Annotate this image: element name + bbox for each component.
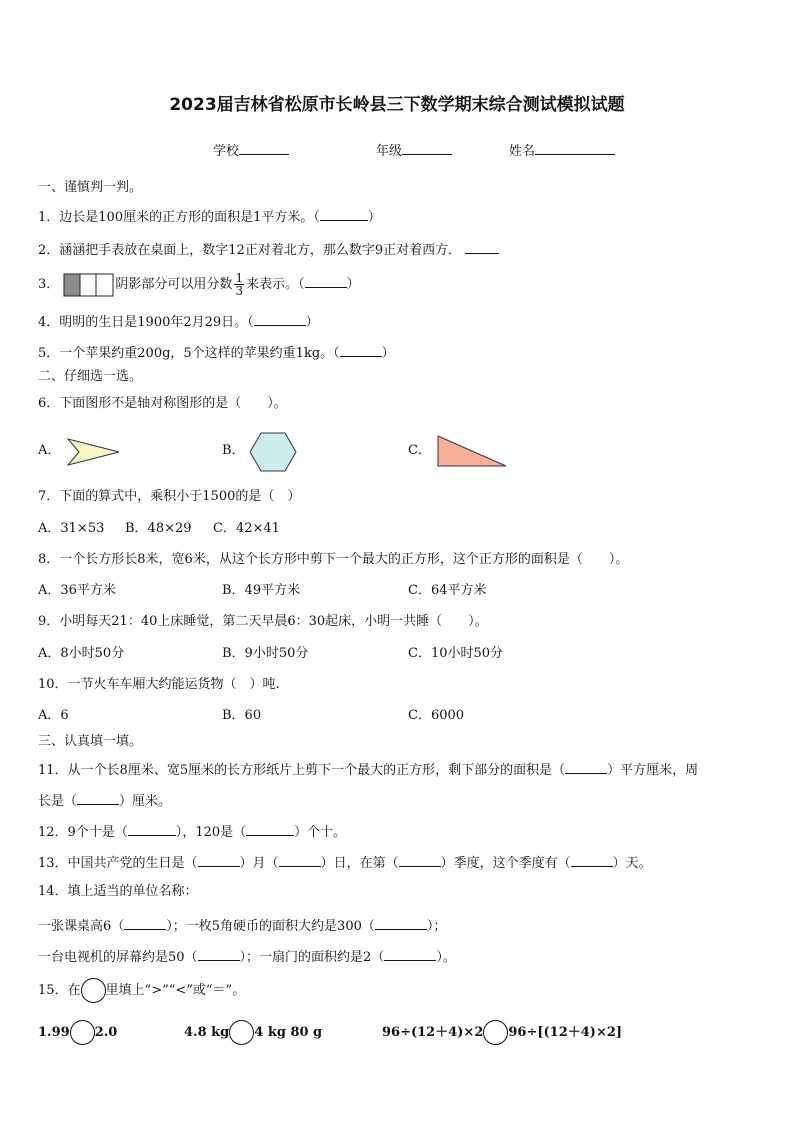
expr-2-left: 4.8 kg bbox=[184, 1025, 230, 1040]
question-4 bbox=[38, 312, 319, 331]
q1-close: ） bbox=[367, 210, 381, 225]
q12-text-2: ），120是（ bbox=[175, 825, 247, 840]
q6-option-b-label[interactable]: B． bbox=[222, 443, 245, 458]
q14-text-1c: ）； bbox=[426, 919, 447, 934]
school-blank[interactable] bbox=[239, 141, 289, 155]
q11-blank-1[interactable] bbox=[565, 760, 607, 774]
q14-blank-3[interactable] bbox=[198, 947, 240, 961]
q14-text-2c: ）。 bbox=[436, 950, 456, 965]
question-11-line-2 bbox=[38, 791, 171, 810]
q10-option-a[interactable]: A．6 bbox=[38, 708, 69, 723]
q14-text-1b: ）；一枚5角硬币的面积大约是300（ bbox=[166, 919, 375, 934]
question-2 bbox=[38, 240, 499, 259]
q3-text-1: 阴影部分可以用分数 bbox=[115, 277, 233, 292]
q1-text: 1．边长是100厘米的正方形的面积是1平方米。（ bbox=[38, 210, 320, 225]
q11-text-1: 11．从一个长8厘米、宽5厘米的长方形纸片上剪下一个最大的正方形，剩下部分的面积是（ bbox=[38, 763, 566, 778]
shaded-cell bbox=[64, 274, 80, 296]
page-title: 2023届吉林省松原市长岭县三下数学期末综合测试模拟试题 bbox=[169, 95, 625, 115]
q10-option-c[interactable]: C．6000 bbox=[408, 708, 465, 723]
school-field bbox=[213, 141, 289, 160]
q14-blank-4[interactable] bbox=[384, 947, 436, 961]
question-8: 8．一个长方形长8米，宽6米，从这个长方形中剪下一个最大的正方形，这个正方形的面积是（ ）。 bbox=[38, 552, 629, 567]
q14-blank-1[interactable] bbox=[124, 916, 166, 930]
q2-blank[interactable] bbox=[465, 240, 499, 254]
q6-option-c-label[interactable]: C． bbox=[408, 443, 431, 458]
question-10: 10．一节火车车厢大约能运货物（ ）吨. bbox=[38, 677, 280, 692]
question-6: 6．下面图形不是轴对称图形的是（ ）。 bbox=[38, 396, 287, 411]
question-11-line-1 bbox=[38, 760, 698, 779]
q3-blank[interactable] bbox=[305, 274, 347, 288]
expr-1-left: 1.99 bbox=[38, 1025, 70, 1040]
name-blank[interactable] bbox=[535, 141, 615, 155]
school-label: 学校 bbox=[213, 144, 240, 159]
q10-option-b[interactable]: B．60 bbox=[222, 708, 262, 723]
q13-text-4: ）季度，这个季度有（ bbox=[440, 856, 571, 871]
q9-option-c[interactable]: C．10小时50分 bbox=[408, 646, 504, 661]
q13-text-5: ）天。 bbox=[612, 856, 652, 871]
q4-text: 4．明明的生日是1900年2月29日。（ bbox=[38, 315, 254, 330]
q13-text-3: ）日，在第（ bbox=[320, 856, 399, 871]
q9-option-a[interactable]: A．8小时50分 bbox=[38, 646, 125, 661]
q14-text-1a: 一张课桌高6（ bbox=[38, 919, 125, 934]
q7-option-a[interactable]: A．31×53 bbox=[38, 521, 105, 536]
q8-option-c[interactable]: C．64平方米 bbox=[408, 583, 487, 598]
expr-3-right: 96÷[(12＋4)×2] bbox=[508, 1025, 623, 1040]
question-1 bbox=[38, 207, 381, 226]
q12-text-1: 12．9个十是（ bbox=[38, 825, 128, 840]
right-triangle-shape bbox=[438, 436, 506, 466]
q12-blank-1[interactable] bbox=[128, 822, 176, 836]
question-12 bbox=[38, 822, 346, 841]
grade-field bbox=[376, 141, 452, 160]
section-1-heading: 一、谨慎判一判。 bbox=[38, 180, 143, 195]
question-9: 9．小明每天21：40上床睡觉，第二天早晨6：30起床，小明一共睡（ ）。 bbox=[38, 614, 488, 629]
fraction-denominator: 3 bbox=[235, 284, 244, 298]
name-field bbox=[509, 141, 615, 160]
q2-text: 2．涵涵把手表放在桌面上，数字12正对着北方，那么数字9正对着西方． bbox=[38, 243, 462, 258]
q3-number: 3． bbox=[38, 277, 60, 292]
q3-close: ） bbox=[346, 277, 360, 292]
section-3-heading: 三、认真填一填。 bbox=[38, 734, 143, 749]
q15-expression-2 bbox=[184, 1019, 322, 1047]
q13-blank-1[interactable] bbox=[198, 853, 240, 867]
q13-text-1: 13．中国共产党的生日是（ bbox=[38, 856, 198, 871]
right-triangle-figure[interactable] bbox=[436, 434, 508, 468]
expr-2-right: 4 kg 80 g bbox=[254, 1025, 323, 1040]
answer-circle-1[interactable] bbox=[70, 1020, 95, 1045]
grade-label: 年级 bbox=[376, 144, 403, 159]
q13-text-2: ）月（ bbox=[239, 856, 279, 871]
q6-option-a-label[interactable]: A． bbox=[38, 443, 61, 458]
q9-option-b[interactable]: B．9小时50分 bbox=[222, 646, 309, 661]
q4-close: ） bbox=[305, 315, 319, 330]
q8-option-b[interactable]: B．49平方米 bbox=[222, 583, 301, 598]
q14-text-2a: 一台电视机的屏幕约是50（ bbox=[38, 950, 198, 965]
expr-1-right: 2.0 bbox=[94, 1025, 118, 1040]
q13-blank-2[interactable] bbox=[279, 853, 321, 867]
question-14-line-2 bbox=[38, 947, 456, 966]
q13-blank-4[interactable] bbox=[571, 853, 613, 867]
q14-blank-2[interactable] bbox=[375, 916, 427, 930]
q11-blank-2[interactable] bbox=[77, 791, 119, 805]
question-14-title: 14．填上适当的单位名称： bbox=[38, 884, 198, 899]
q5-blank[interactable] bbox=[340, 343, 382, 357]
section-2-heading: 二、仔细选一选。 bbox=[38, 369, 143, 384]
fraction-one-third bbox=[234, 272, 244, 297]
question-13 bbox=[38, 853, 652, 872]
expr-3-left: 96÷(12＋4)×2 bbox=[382, 1025, 484, 1040]
blank-cell bbox=[80, 274, 96, 296]
q15-expression-3 bbox=[382, 1019, 622, 1047]
hexagon-shape bbox=[250, 433, 296, 471]
q14-text-2b: ）；一扇门的面积约是2（ bbox=[239, 950, 385, 965]
question-3 bbox=[38, 270, 360, 300]
q4-blank[interactable] bbox=[254, 312, 306, 326]
answer-circle-3[interactable] bbox=[483, 1020, 508, 1045]
q13-blank-3[interactable] bbox=[399, 853, 441, 867]
q15-text-2: 里填上“>”“<”或“＝”。 bbox=[105, 983, 246, 998]
q1-blank[interactable] bbox=[320, 207, 368, 221]
q3-text-2: 来表示。（ bbox=[246, 277, 305, 292]
answer-circle-2[interactable] bbox=[229, 1020, 254, 1045]
question-15 bbox=[38, 977, 245, 1005]
q12-text-3: ）个十。 bbox=[294, 825, 347, 840]
grade-blank[interactable] bbox=[402, 141, 452, 155]
q5-text: 5．一个苹果约重200g，5个这样的苹果约重1kg。（ bbox=[38, 346, 340, 361]
q11-text-3: 长是（ bbox=[38, 794, 78, 809]
question-14-line-1 bbox=[38, 916, 446, 935]
q5-close: ） bbox=[381, 346, 395, 361]
q15-expression-1 bbox=[38, 1019, 117, 1047]
q11-text-2: ）平方厘米，周 bbox=[607, 763, 699, 778]
shaded-bar-figure bbox=[63, 272, 115, 298]
arrow-shape-figure[interactable] bbox=[66, 436, 122, 468]
question-5 bbox=[38, 343, 395, 362]
answer-circle-sample bbox=[81, 978, 106, 1003]
name-label: 姓名 bbox=[509, 144, 536, 159]
question-7: 7．下面的算式中，乘积小于1500的是（ ） bbox=[38, 489, 301, 504]
hexagon-figure[interactable] bbox=[248, 431, 298, 473]
q7-option-c[interactable]: C．42×41 bbox=[213, 521, 280, 536]
q7-option-b[interactable]: B．48×29 bbox=[125, 521, 192, 536]
arrow-shape bbox=[68, 439, 119, 465]
q8-option-a[interactable]: A．36平方米 bbox=[38, 583, 116, 598]
q12-blank-2[interactable] bbox=[246, 822, 294, 836]
q11-text-4: ）厘米。 bbox=[119, 794, 172, 809]
q15-text-1: 15．在 bbox=[38, 983, 81, 998]
blank-cell bbox=[96, 274, 113, 296]
fraction-numerator: 1 bbox=[235, 271, 244, 285]
